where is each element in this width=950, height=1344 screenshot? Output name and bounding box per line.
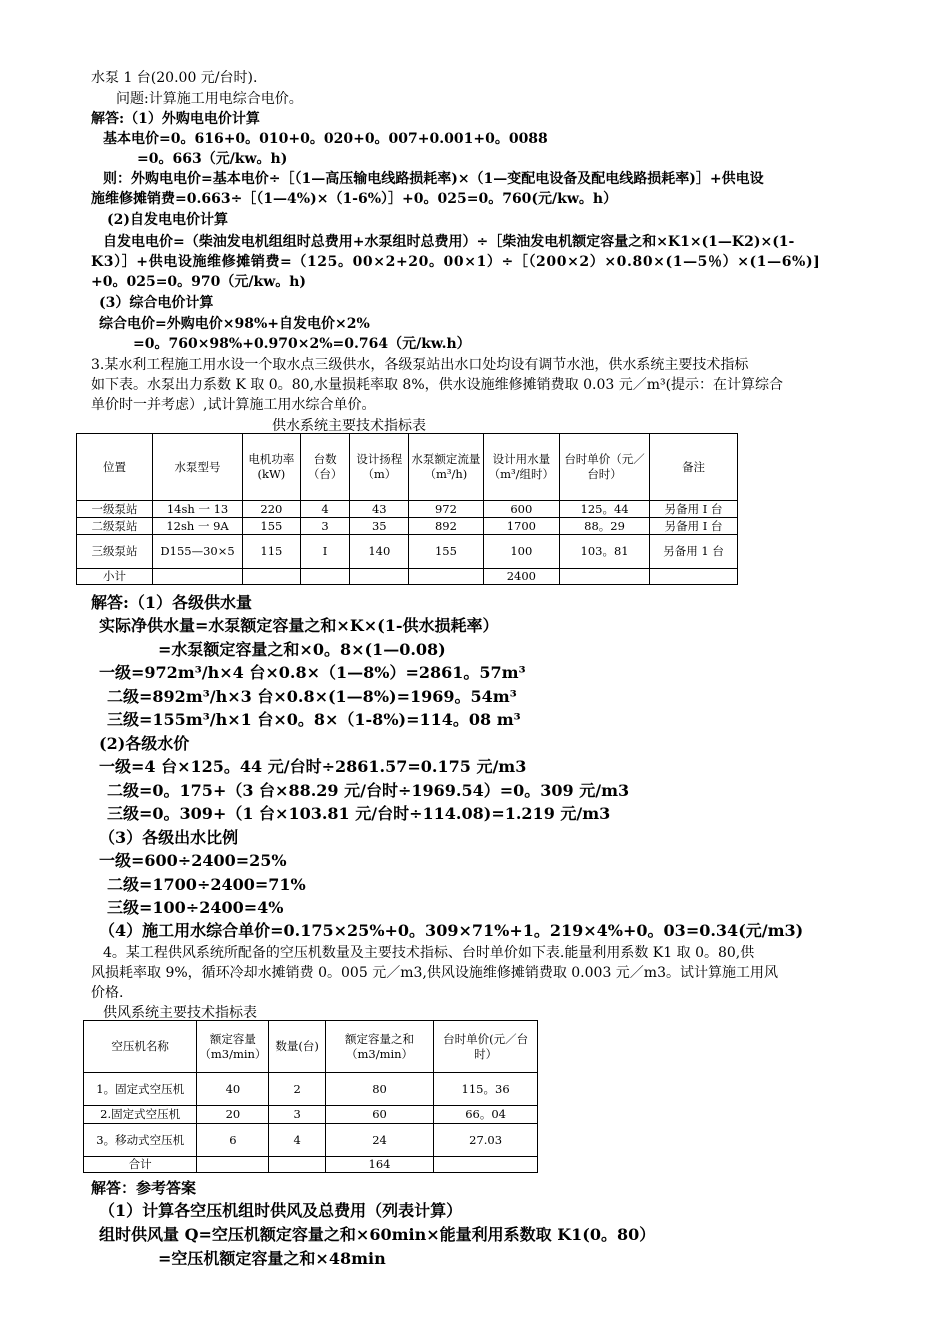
text-line: 综合电价=外购电价×98%+自发电价×2% xyxy=(99,316,370,332)
table-row xyxy=(84,1073,538,1106)
table-cell: 140 xyxy=(350,535,409,569)
header-cell: 台时单价（元／台时） xyxy=(560,434,650,501)
header-cell: 空压机名称 xyxy=(84,1021,197,1073)
table-cell xyxy=(434,1157,538,1173)
table-cell: 164 xyxy=(325,1157,433,1173)
text-line: 如下表。水泵出力系数 K 取 0。80,水量损耗率取 8%，供水设施维修摊销费取 0.03 元／m³(提示：在计算综合 xyxy=(91,377,784,393)
table-row xyxy=(77,501,738,518)
text-line: =水泵额定容量之和×0。8×(1—0.08) xyxy=(158,640,446,659)
table-cell xyxy=(409,569,484,585)
section-heading: (3）综合电价计算 xyxy=(99,295,214,311)
text-line: +0。025=0。970（元/kw。h) xyxy=(91,274,307,290)
text-line: 组时供风量 Q=空压机额定容量之和×60min×能量利用系数取 K1(0。80） xyxy=(99,1225,656,1244)
header-cell: 水泵额定流量（m³/h) xyxy=(409,434,484,501)
text-line: 一级=972m³/h×4 台×0.8×（1—8%）=2861。57m³ xyxy=(99,663,526,682)
table-row xyxy=(77,569,738,585)
text-line: 施维修摊销费=0.663÷［（1—4%)×（1-6%）］+0。025=0。760(元/kw。h） xyxy=(91,191,618,207)
table-cell: 40 xyxy=(197,1073,269,1106)
header-cell: 备注 xyxy=(650,434,738,501)
text-line: 实际净供水量=水泵额定容量之和×K×(1-供水损耗率） xyxy=(99,616,499,635)
section-heading: （4）施工用水综合单价=0.175×25%+0。309×71%+1。219×4%+0。03=0.34(元/m3) xyxy=(99,921,804,940)
text-line: 自发电电价=（柴油发电机组组时总费用+水泵组时总费用）÷［柴油发电机额定容量之和×K1×(1—K2)×(1- xyxy=(103,234,795,250)
table-cell: 合计 xyxy=(84,1157,197,1173)
table-cell: 3 xyxy=(269,1106,325,1124)
table-cell: 155 xyxy=(409,535,484,569)
table-cell: 6 xyxy=(197,1124,269,1157)
table-cell: 小计 xyxy=(77,569,153,585)
text-line: 三级=155m³/h×1 台×0。8×（1-8%)=114。08 m³ xyxy=(107,710,521,729)
header-cell: 台时单价(元／台时） xyxy=(434,1021,538,1073)
table-cell: 80 xyxy=(325,1073,433,1106)
text-line: 三级=0。309+（1 台×103.81 元/台时÷114.08)=1.219 元/m3 xyxy=(107,804,611,823)
text-line: 一级=4 台×125。44 元/台时÷2861.57=0.175 元/m3 xyxy=(99,757,527,776)
table-cell: 66。04 xyxy=(434,1106,538,1124)
table-cell: 60 xyxy=(325,1106,433,1124)
table-cell: 892 xyxy=(409,518,484,535)
text-line: 二级=892m³/h×3 台×0.8×(1—8%)=1969。54m³ xyxy=(107,687,517,706)
section-heading: 解答：参考答案 xyxy=(91,1179,197,1197)
table-cell xyxy=(650,569,738,585)
air-supply-table xyxy=(83,1020,538,1173)
header-cell: 设计扬程（m） xyxy=(350,434,409,501)
table-cell: 另备用 I 台 xyxy=(650,518,738,535)
text-line: 单价时一并考虑）,试计算施工用水综合单价。 xyxy=(91,397,376,413)
table-cell: 20 xyxy=(197,1106,269,1124)
table-cell: 115。36 xyxy=(434,1073,538,1106)
table-cell: 3。移动式空压机 xyxy=(84,1124,197,1157)
table-cell: 另备用 1 台 xyxy=(650,535,738,569)
text-line: =空压机额定容量之和×48min xyxy=(158,1249,386,1268)
table-cell: 43 xyxy=(350,501,409,518)
table-cell: 1700 xyxy=(483,518,559,535)
text-line: 二级=0。175+（3 台×88.29 元/台时÷1969.54）=0。309 元/m3 xyxy=(107,781,630,800)
text-line: 问题:计算施工用电综合电价。 xyxy=(116,91,303,107)
section-heading: 解答:（1）外购电电价计算 xyxy=(91,111,260,127)
header-cell: 数量(台) xyxy=(269,1021,325,1073)
section-heading: （3）各级出水比例 xyxy=(99,828,239,847)
table-cell: 115 xyxy=(243,535,301,569)
text-line: =0。663（元/kw。h) xyxy=(137,151,288,167)
table-cell xyxy=(153,569,243,585)
text-line: 4。某工程供风系统所配备的空压机数量及主要技术指标、台时单价如下表.能量利用系数 K1 取 0。80,供 xyxy=(103,945,755,961)
table-row xyxy=(84,1106,538,1124)
table-cell: 12sh 一 9A xyxy=(153,518,243,535)
text-line: 价格. xyxy=(91,985,124,1001)
text-line: 3.某水利工程施工用水设一个取水点三级供水，各级泵站出水口处均设有调节水池，供水系统主要技术指标 xyxy=(91,357,749,373)
table-cell: 27.03 xyxy=(434,1124,538,1157)
table-row xyxy=(84,1124,538,1157)
table-cell xyxy=(243,569,301,585)
table-cell: 972 xyxy=(409,501,484,518)
header-cell: 台数（台） xyxy=(300,434,350,501)
text-line: 基本电价=0。616+0。010+0。020+0。007+0.001+0。0088 xyxy=(103,131,548,147)
table-cell: 14sh 一 13 xyxy=(153,501,243,518)
table-row xyxy=(77,518,738,535)
table-cell: 4 xyxy=(269,1124,325,1157)
table-cell: 1。固定式空压机 xyxy=(84,1073,197,1106)
table-cell: 一级泵站 xyxy=(77,501,153,518)
header-cell: 位置 xyxy=(77,434,153,501)
section-heading: (2)各级水价 xyxy=(99,734,190,753)
table-cell: D155—30×5 xyxy=(153,535,243,569)
table-cell xyxy=(197,1157,269,1173)
section-heading: (2)自发电电价计算 xyxy=(107,212,228,228)
text-line: 水泵 1 台(20.00 元/台时). xyxy=(91,70,258,86)
table-header-row xyxy=(77,434,738,501)
text-line: 一级=600÷2400=25% xyxy=(99,851,287,870)
table-row xyxy=(77,535,738,569)
section-heading: 解答:（1）各级供水量 xyxy=(91,593,253,612)
table-cell xyxy=(350,569,409,585)
text-line: =0。760×98%+0.970×2%=0.764（元/kw.h） xyxy=(133,336,471,352)
table-header-row xyxy=(84,1021,538,1073)
header-cell: 额定容量（m3/min） xyxy=(197,1021,269,1073)
table-cell: 600 xyxy=(483,501,559,518)
table-caption: 供水系统主要技术指标表 xyxy=(272,418,426,434)
table-cell: 24 xyxy=(325,1124,433,1157)
text-line: K3）］+供电设施维修摊销费=（125。00×2+20。00×1）÷［（200×2）×0.80×(1—5％）×(1—6%)] xyxy=(91,254,821,270)
table-cell xyxy=(560,569,650,585)
table-cell: 4 xyxy=(300,501,350,518)
table-cell: 35 xyxy=(350,518,409,535)
header-cell: 电机功率(kW) xyxy=(243,434,301,501)
header-cell: 设计用水量（m³/组时） xyxy=(483,434,559,501)
table-cell: 2 xyxy=(269,1073,325,1106)
text-line: （1）计算各空压机组时供风及总费用（列表计算） xyxy=(99,1201,463,1220)
table-cell: 155 xyxy=(243,518,301,535)
text-line: 则：外购电电价=基本电价÷［（1—高压输电线路损耗率)×（1—变配电设备及配电线路损耗率)］+供电设 xyxy=(103,171,764,187)
table-cell: I xyxy=(300,535,350,569)
table-cell: 125。44 xyxy=(560,501,650,518)
water-supply-table xyxy=(76,433,738,585)
table-cell: 三级泵站 xyxy=(77,535,153,569)
text-line: 三级=100÷2400=4% xyxy=(107,898,284,917)
table-cell: 2.固定式空压机 xyxy=(84,1106,197,1124)
table-cell: 另备用 I 台 xyxy=(650,501,738,518)
table-cell: 2400 xyxy=(483,569,559,585)
table-cell: 3 xyxy=(300,518,350,535)
table-cell xyxy=(269,1157,325,1173)
table-caption: 供风系统主要技术指标表 xyxy=(103,1005,257,1021)
table-cell: 103。81 xyxy=(560,535,650,569)
table-cell: 220 xyxy=(243,501,301,518)
table-cell xyxy=(300,569,350,585)
table-cell: 88。29 xyxy=(560,518,650,535)
text-line: 风损耗率取 9%，循环冷却水摊销费 0。005 元／m3,供风设施维修摊销费取 0.003 元／m3。试计算施工用风 xyxy=(91,965,778,981)
table-row xyxy=(84,1157,538,1173)
header-cell: 水泵型号 xyxy=(153,434,243,501)
table-cell: 二级泵站 xyxy=(77,518,153,535)
table-cell: 100 xyxy=(483,535,559,569)
header-cell: 额定容量之和（m3/min） xyxy=(325,1021,433,1073)
text-line: 二级=1700÷2400=71% xyxy=(107,875,306,894)
